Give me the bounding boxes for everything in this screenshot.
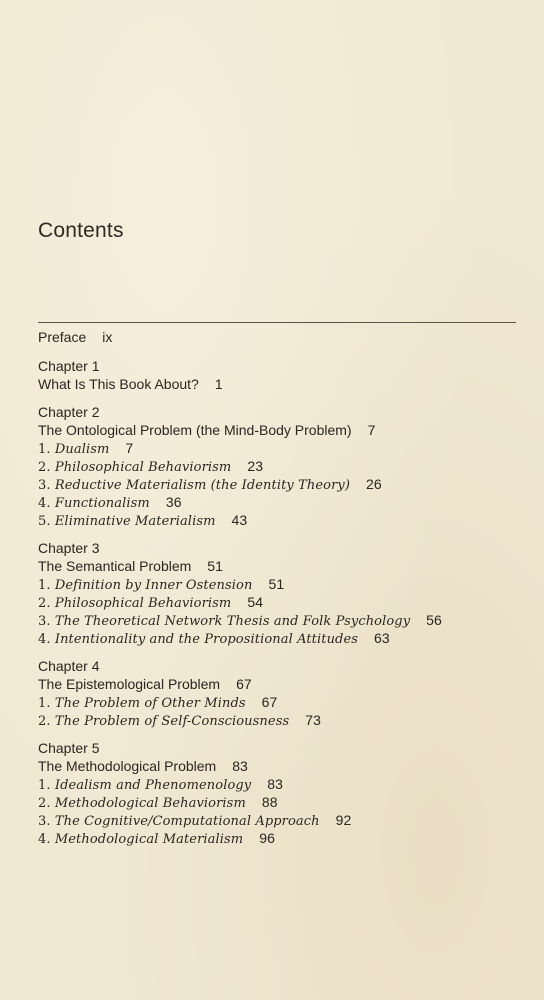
section-number: 1. [38,442,51,457]
section-title: The Problem of Other Minds [54,696,246,711]
chapter-label: Chapter 3 [38,540,100,556]
section-number: 2. [38,796,51,811]
section-entry[interactable] [38,793,518,811]
section-title: Idealism and Phenomenology [54,778,252,793]
section-title: The Theoretical Network Thesis and Folk Psychology [54,614,411,629]
horizontal-rule [38,322,516,323]
page-number: 56 [426,612,442,628]
table-of-contents [38,326,518,857]
section-entry[interactable] [38,593,518,611]
page-number: 73 [305,712,322,728]
page-number: 67 [261,694,278,710]
page-number: 23 [247,458,264,474]
section-entry[interactable] [38,693,518,711]
page-number: 43 [231,512,248,528]
page-number: 26 [366,476,382,492]
page-number: 96 [259,830,276,846]
section-title: Methodological Behaviorism [54,796,246,811]
section-entry[interactable] [38,775,518,793]
section-title: Philosophical Behaviorism [54,596,232,611]
chapter-title-entry[interactable] [38,421,518,439]
chapter-list [38,357,518,847]
section-title: Functionalism [54,496,150,511]
section-number: 4. [38,496,51,511]
chapter-title: The Epistemological Problem [38,676,221,692]
page-number: 54 [247,594,264,610]
page-number: 67 [236,676,252,692]
page-number: 83 [267,776,284,792]
section-number: 1. [38,778,51,793]
chapter-group [38,357,518,393]
section-title: Definition by Inner Ostension [54,578,253,593]
section-entry[interactable] [38,439,518,457]
section-entry[interactable] [38,575,518,593]
page-number: 51 [268,576,285,592]
chapter-title: The Semantical Problem [38,558,192,574]
section-entry[interactable] [38,611,518,629]
section-title: Intentionality and the Propositional Attitudes [54,632,359,647]
chapter-group [38,657,518,729]
section-number: 4. [38,632,51,647]
section-title: Philosophical Behaviorism [54,460,232,475]
section-number: 3. [38,814,51,829]
section-number: 1. [38,578,51,593]
preface-label: Preface [38,329,87,345]
chapter-label: Chapter 5 [38,740,100,756]
chapter-title-entry[interactable] [38,557,518,575]
chapter-label: Chapter 2 [38,404,100,420]
toc-preface[interactable] [38,326,518,346]
chapter-title: The Methodological Problem [38,758,217,774]
chapter-title-entry[interactable] [38,757,518,775]
page-number: 83 [232,758,248,774]
section-title: The Cognitive/Computational Approach [54,814,320,829]
section-title: The Problem of Self-Consciousness [54,714,290,729]
section-title: Dualism [54,442,110,457]
page-number: 51 [207,558,223,574]
chapter-title-entry[interactable] [38,375,518,393]
section-number: 2. [38,460,51,475]
section-entry[interactable] [38,511,518,529]
page-number: 88 [261,794,278,810]
section-entry[interactable] [38,829,518,847]
section-title: Methodological Materialism [54,832,244,847]
chapter-label: Chapter 1 [38,358,100,374]
section-entry[interactable] [38,629,518,647]
section-number: 3. [38,478,51,493]
section-number: 4. [38,832,51,847]
page-number: 92 [335,812,352,828]
chapter-group [38,739,518,847]
section-title: Eliminative Materialism [54,514,216,529]
page-number: 1 [214,376,223,392]
page-number: 36 [165,494,182,510]
page-number: 7 [125,440,134,456]
chapter-title: What Is This Book About? [38,376,199,392]
section-entry[interactable] [38,475,518,493]
section-number: 5. [38,514,51,529]
section-entry[interactable] [38,493,518,511]
section-entry[interactable] [38,457,518,475]
section-number: 1. [38,696,51,711]
page-number: 7 [367,422,376,438]
chapter-label: Chapter 4 [38,658,100,674]
page-number: ix [102,329,113,345]
chapter-group [38,403,518,529]
section-entry[interactable] [38,811,518,829]
page-number: 63 [374,630,390,646]
section-entry[interactable] [38,711,518,729]
section-number: 2. [38,714,51,729]
section-number: 3. [38,614,51,629]
chapter-title: The Ontological Problem (the Mind-Body Problem) [38,422,352,438]
chapter-title-entry[interactable] [38,675,518,693]
page-title: Contents [38,219,124,242]
chapter-group [38,539,518,647]
section-title: Reductive Materialism (the Identity Theory) [54,478,350,493]
section-number: 2. [38,596,51,611]
